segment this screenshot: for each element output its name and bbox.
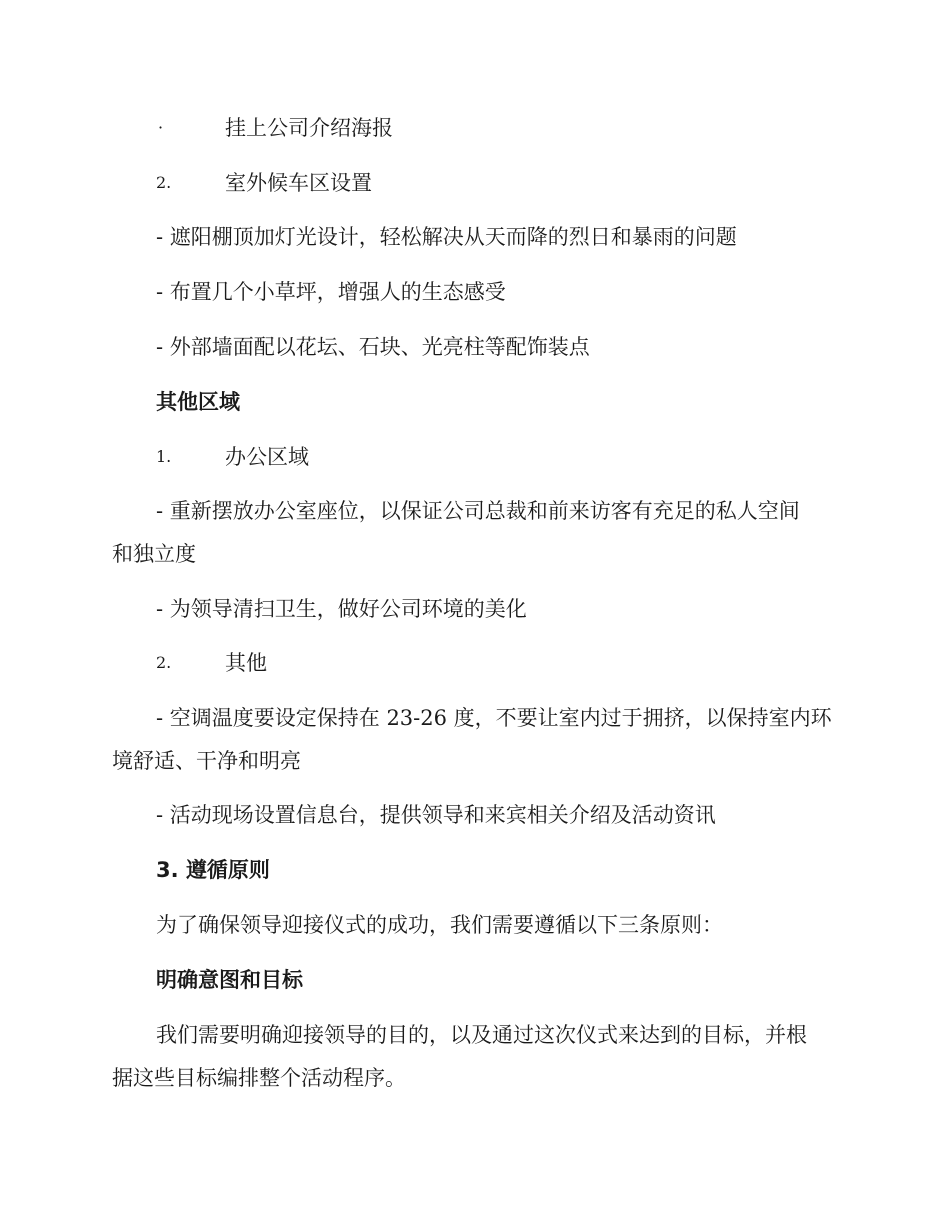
section-heading: 其他区域 bbox=[156, 390, 240, 414]
paragraph-line: 和独立度 bbox=[112, 542, 196, 566]
paragraph-line: - 遮阳棚顶加灯光设计，轻松解决从天而降的烈日和暴雨的问题 bbox=[156, 225, 737, 249]
list-item-outdoor: 室外候车区设置 bbox=[225, 171, 372, 195]
paragraph-line: 为了确保领导迎接仪式的成功，我们需要遵循以下三条原则： bbox=[156, 913, 723, 937]
list-item-office: 办公区域 bbox=[225, 445, 309, 469]
list-number: 1. bbox=[156, 447, 172, 466]
list-bullet: · bbox=[158, 118, 164, 137]
paragraph-line: 境舒适、干净和明亮 bbox=[112, 749, 301, 773]
list-number: 2. bbox=[156, 173, 172, 192]
list-number: 2. bbox=[156, 653, 172, 672]
list-item-misc: 其他 bbox=[225, 651, 267, 675]
paragraph-line: 据这些目标编排整个活动程序。 bbox=[112, 1066, 406, 1090]
list-item-poster: 挂上公司介绍海报 bbox=[225, 116, 393, 140]
paragraph-line: - 空调温度要设定保持在 23-26 度，不要让室内过于拥挤，以保持室内环 bbox=[156, 706, 832, 730]
paragraph-line: - 布置几个小草坪，增强人的生态感受 bbox=[156, 280, 506, 304]
paragraph-line: - 外部墙面配以花坛、石块、光亮柱等配饰装点 bbox=[156, 335, 590, 359]
paragraph-line: 我们需要明确迎接领导的目的，以及通过这次仪式来达到的目标，并根 bbox=[156, 1023, 807, 1047]
paragraph-line: - 活动现场设置信息台，提供领导和来宾相关介绍及活动资讯 bbox=[156, 803, 716, 827]
section-heading: 3. 遵循原则 bbox=[156, 858, 270, 882]
paragraph-line: - 重新摆放办公室座位，以保证公司总裁和前来访客有充足的私人空间 bbox=[156, 499, 800, 523]
section-heading: 明确意图和目标 bbox=[156, 968, 303, 992]
paragraph-line: - 为领导清扫卫生，做好公司环境的美化 bbox=[156, 597, 527, 621]
